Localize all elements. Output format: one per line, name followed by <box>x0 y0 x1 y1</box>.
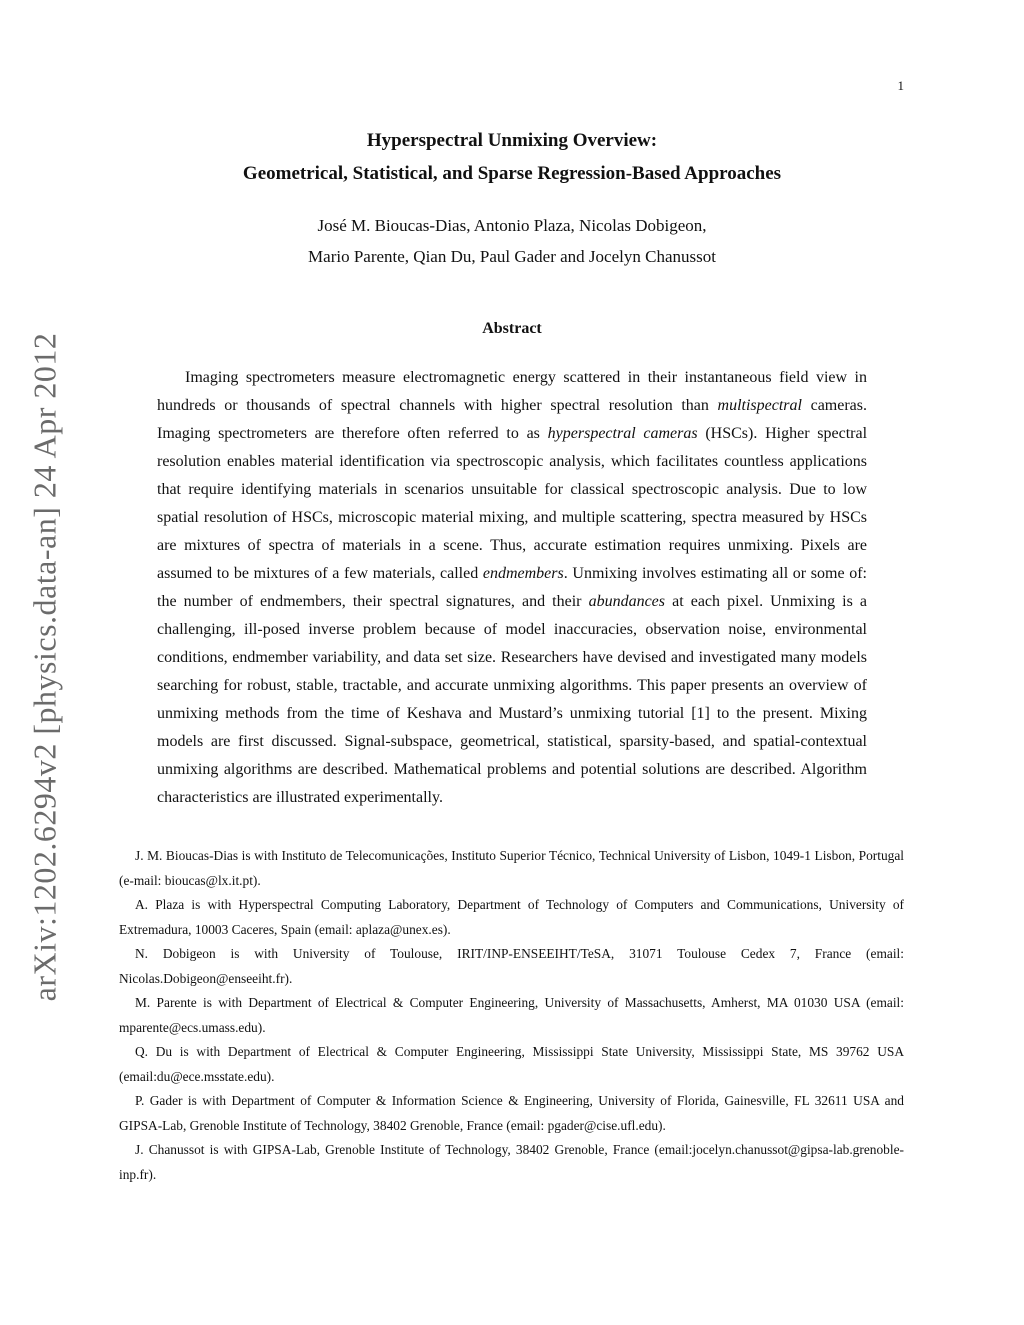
abstract-emphasis: hyperspectral cameras <box>547 425 698 442</box>
footnote-du: Q. Du is with Department of Electrical & Computer Engineering, Mississippi State University, Mississippi State, MS 39762 USA (email:du@ece.msstate.edu). <box>119 1044 904 1084</box>
abstract-emphasis: endmembers <box>482 565 564 582</box>
abstract-segment: cameras. Imaging spectrometers are therefore often referred to as <box>157 397 867 442</box>
footnote-chanussot: J. Chanussot is with GIPSA-Lab, Grenoble Institute of Technology, 38402 Grenoble, France (email:jocelyn.chanussot@gipsa-lab.grenoble-inp.fr). <box>119 1142 904 1182</box>
abstract-segment: . Unmixing involves estimating all or some of: the number of endmembers, their spectral signatures, and their <box>157 565 868 610</box>
authors-line-2: Mario Parente, Qian Du, Paul Gader and Jocelyn Chanussot <box>308 247 716 266</box>
footnote-dobigeon: N. Dobigeon is with University of Toulouse, IRIT/INP-ENSEEIHT/TeSA, 31071 Toulouse Cedex 7, France (email: Nicolas.Dobigeon@enseeiht.fr). <box>119 946 904 986</box>
author-affiliation-footnotes <box>119 844 904 1187</box>
page-number: 1 <box>897 78 904 93</box>
authors-line-1: José M. Bioucas-Dias, Antonio Plaza, Nicolas Dobigeon, <box>317 216 707 235</box>
footnote-bioucas-dias: J. M. Bioucas-Dias is with Instituto de Telecomunicações, Instituto Superior Técnico, Technical University of Lisbon, 1049-1 Lisbon, Portugal (e-mail: bioucas@lx.it.pt). <box>119 848 904 888</box>
abstract-emphasis: abundances <box>588 593 666 610</box>
footnote-parente: M. Parente is with Department of Electrical & Computer Engineering, University of Massachusetts, Amherst, MA 01030 USA (email: mparente@ecs.umass.edu). <box>119 995 904 1035</box>
abstract-segment: at each pixel. Unmixing is a challenging, ill-posed inverse problem because of model inaccuracies, observation noise, environmental conditions, endmember variability, and data set size. Researchers have devised and investigated many models searching for robust, stable, tractable, and accurate unmixing algorithms. This paper presents an overview of unmixing methods from the time of Keshava and Mustard’s unmixing tutorial [1] to the present. Mixing models are first discussed. Signal-subspace, geometrical, statistical, sparsity-based, and spatial-contextual unmixing algorithms are described. Mathematical problems and potential solutions are described. Algorithm characteristics are illustrated experimentally. <box>157 593 867 806</box>
abstract-heading: Abstract <box>482 320 542 337</box>
title-line-1: Hyperspectral Unmixing Overview: <box>366 130 658 151</box>
footnote-plaza: A. Plaza is with Hyperspectral Computing Laboratory, Department of Technology of Computers and Communications, University of Extremadura, 10003 Caceres, Spain (email: aplaza@unex.es). <box>119 897 904 937</box>
footnote-gader: P. Gader is with Department of Computer & Information Science & Engineering, University of Florida, Gainesville, FL 32611 USA and GIPSA-Lab, Grenoble Institute of Technology, 38402 Grenoble, France (email: pgader@cise.ufl.edu). <box>119 1093 904 1133</box>
author-list <box>110 210 914 272</box>
arxiv-identifier-stamp: arXiv:1202.6294v2 [physics.data-an] 24 Apr 2012 <box>26 332 63 1002</box>
abstract-segment: (HSCs). Higher spectral resolution enables material identification via spectroscopic analysis, which facilitates countless applications that require identifying materials in scenarios unsuitable for classical spectroscopic analysis. Due to low spatial resolution of HSCs, microscopic material mixing, and multiple scattering, spectra measured by HSCs are mixtures of spectra of materials in a scene. Thus, accurate estimation requires unmixing. Pixels are assumed to be mixtures of a few materials, called <box>157 425 868 582</box>
abstract-text <box>157 364 867 812</box>
abstract-emphasis: multispectral <box>717 397 802 414</box>
title-line-2: Geometrical, Statistical, and Sparse Regression-Based Approaches <box>242 163 782 184</box>
paper-title <box>110 124 914 190</box>
abstract-segment: Imaging spectrometers measure electromagnetic energy scattered in their instantaneous field view in hundreds or thousands of spectral channels with higher spectral resolution than <box>157 369 867 414</box>
